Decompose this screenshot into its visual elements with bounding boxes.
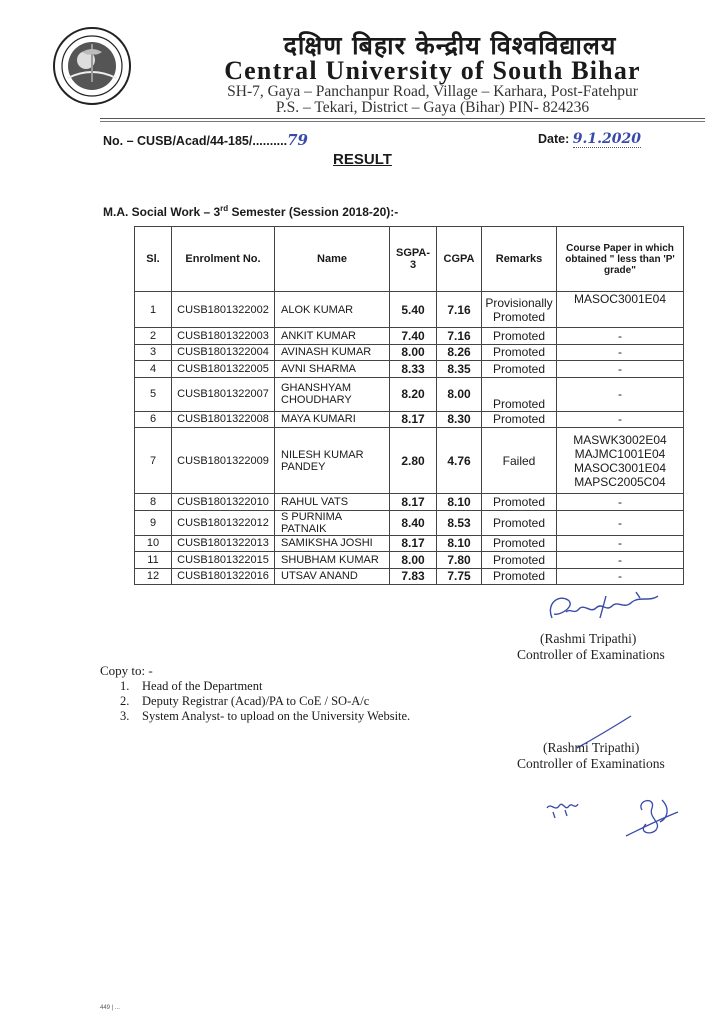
table-row — [135, 552, 684, 569]
cell-name: ANKIT KUMAR — [275, 328, 390, 345]
table-row — [135, 328, 684, 345]
university-name-hindi: दक्षिण बिहार केन्द्रीय विश्वविद्यालय — [283, 31, 617, 60]
cell-course-paper: MASOC3001E04 — [557, 292, 684, 328]
cell-sl: 11 — [135, 552, 172, 569]
signatory-designation-2: Controller of Examinations — [517, 756, 665, 771]
cell-enrolment: CUSB1801322012 — [172, 510, 275, 535]
cell-enrolment: CUSB1801322005 — [172, 361, 275, 378]
result-table-body — [135, 292, 684, 585]
cell-name: S PURNIMA PATNAIK — [275, 510, 390, 535]
cell-enrolment: CUSB1801322002 — [172, 292, 275, 328]
reference-number — [103, 131, 308, 149]
cell-name: NILESH KUMAR PANDEY — [275, 428, 390, 494]
cell-sgpa: 5.40 — [390, 292, 437, 328]
cell-sl: 9 — [135, 510, 172, 535]
cell-sl: 8 — [135, 494, 172, 511]
cell-remarks: Promoted — [482, 411, 557, 428]
reference-label: No. – CUSB/Acad/44-185/.......... — [103, 134, 288, 148]
signatory-designation: Controller of Examinations — [517, 647, 665, 662]
cell-course-paper: - — [557, 535, 684, 552]
cell-course-paper: - — [557, 328, 684, 345]
cell-name: MAYA KUMARI — [275, 411, 390, 428]
header-course-paper: Course Paper in which obtained " less than 'P' grade" — [557, 227, 684, 292]
cell-sgpa: 7.83 — [390, 568, 437, 585]
cell-cgpa: 8.30 — [437, 411, 482, 428]
cell-name: SHUBHAM KUMAR — [275, 552, 390, 569]
cell-sl: 6 — [135, 411, 172, 428]
cell-cgpa: 8.35 — [437, 361, 482, 378]
page-footer: 449 | ... — [100, 1005, 120, 1011]
cell-enrolment: CUSB1801322003 — [172, 328, 275, 345]
reference-handwritten: 79 — [287, 131, 308, 149]
cell-remarks: Promoted — [482, 494, 557, 511]
programme-superscript: rd — [220, 204, 229, 213]
cell-sl: 1 — [135, 292, 172, 328]
cell-cgpa: 4.76 — [437, 428, 482, 494]
table-row — [135, 344, 684, 361]
cell-course-paper: - — [557, 568, 684, 585]
cell-course-paper: - — [557, 344, 684, 361]
cell-sgpa: 8.20 — [390, 377, 437, 411]
signature-image — [540, 588, 680, 628]
header-enrolment: Enrolment No. — [172, 227, 275, 292]
cell-sgpa: 8.17 — [390, 535, 437, 552]
initials-image — [545, 798, 580, 820]
cell-course-paper: - — [557, 411, 684, 428]
cell-sgpa: 2.80 — [390, 428, 437, 494]
cell-course-paper: - — [557, 510, 684, 535]
cell-sl: 12 — [135, 568, 172, 585]
cell-enrolment: CUSB1801322013 — [172, 535, 275, 552]
header-divider — [100, 118, 705, 119]
copy-to-label: Copy to: - — [100, 663, 153, 678]
cell-remarks: Promoted — [482, 377, 557, 411]
address-line-2: P.S. – Tekari, District – Gaya (Bihar) PIN- 824236 — [275, 99, 590, 116]
cell-name: SAMIKSHA JOSHI — [275, 535, 390, 552]
copy-to-item: 2. Deputy Registrar (Acad)/PA to CoE / SO-A/c — [120, 694, 370, 708]
copy-to-list — [120, 679, 410, 724]
table-row — [135, 494, 684, 511]
initials-image-2 — [622, 790, 682, 838]
date-label: Date: — [538, 132, 570, 146]
cell-sl: 3 — [135, 344, 172, 361]
cell-cgpa: 7.80 — [437, 552, 482, 569]
cell-sl: 7 — [135, 428, 172, 494]
page-title: RESULT — [333, 151, 392, 168]
date-handwritten: 9.1.2020 — [572, 131, 641, 147]
table-row — [135, 568, 684, 585]
cell-name: UTSAV ANAND — [275, 568, 390, 585]
cell-remarks: Promoted — [482, 510, 557, 535]
cell-course-paper: - — [557, 494, 684, 511]
table-row — [135, 377, 684, 411]
result-table-header — [135, 227, 684, 292]
cell-name: AVNI SHARMA — [275, 361, 390, 378]
cell-name: RAHUL VATS — [275, 494, 390, 511]
programme-suffix: Semester (Session 2018-20):- — [228, 205, 399, 219]
cell-cgpa: 8.10 — [437, 494, 482, 511]
cell-cgpa: 8.53 — [437, 510, 482, 535]
cell-enrolment: CUSB1801322008 — [172, 411, 275, 428]
cell-remarks: Promoted — [482, 361, 557, 378]
cell-remarks: Promoted — [482, 328, 557, 345]
cell-name: ALOK KUMAR — [275, 292, 390, 328]
table-row — [135, 428, 684, 494]
cell-sl: 10 — [135, 535, 172, 552]
cell-enrolment: CUSB1801322004 — [172, 344, 275, 361]
cell-course-paper: - — [557, 552, 684, 569]
cell-enrolment: CUSB1801322009 — [172, 428, 275, 494]
cell-name: GHANSHYAM CHOUDHARY — [275, 377, 390, 411]
cell-cgpa: 8.00 — [437, 377, 482, 411]
header-divider-secondary — [100, 121, 705, 122]
cell-course-paper: MASWK3002E04 MAJMC1001E04 MASOC3001E04 MAPSC2005C04 — [557, 428, 684, 494]
cell-enrolment: CUSB1801322015 — [172, 552, 275, 569]
cell-sgpa: 8.17 — [390, 411, 437, 428]
table-row — [135, 411, 684, 428]
cell-course-paper: - — [557, 377, 684, 411]
table-row — [135, 510, 684, 535]
header-name: Name — [275, 227, 390, 292]
header-cgpa: CGPA — [437, 227, 482, 292]
table-row — [135, 361, 684, 378]
cell-enrolment: CUSB1801322007 — [172, 377, 275, 411]
cell-sl: 2 — [135, 328, 172, 345]
table-row — [135, 292, 684, 328]
cell-cgpa: 8.10 — [437, 535, 482, 552]
cell-cgpa: 7.75 — [437, 568, 482, 585]
university-seal-icon — [52, 26, 132, 106]
letter-date — [538, 131, 641, 147]
table-row — [135, 535, 684, 552]
cell-sgpa: 7.40 — [390, 328, 437, 345]
university-name: Central University of South Bihar — [224, 56, 641, 85]
cell-sgpa: 8.40 — [390, 510, 437, 535]
cell-remarks: Promoted — [482, 568, 557, 585]
header-sl: Sl. — [135, 227, 172, 292]
cell-cgpa: 8.26 — [437, 344, 482, 361]
cell-remarks: Failed — [482, 428, 557, 494]
cell-enrolment: CUSB1801322010 — [172, 494, 275, 511]
cell-cgpa: 7.16 — [437, 292, 482, 328]
header-remarks: Remarks — [482, 227, 557, 292]
cell-remarks: Provisionally Promoted — [482, 292, 557, 328]
copy-to-item: 1. Head of the Department — [120, 679, 263, 693]
cell-enrolment: CUSB1801322016 — [172, 568, 275, 585]
signatory-name-2: (Rashmi Tripathi) — [543, 740, 640, 755]
cell-sgpa: 8.33 — [390, 361, 437, 378]
cell-name: AVINASH KUMAR — [275, 344, 390, 361]
cell-sl: 5 — [135, 377, 172, 411]
result-table — [134, 226, 684, 585]
cell-sgpa: 8.00 — [390, 552, 437, 569]
programme-heading — [103, 204, 398, 219]
cell-sgpa: 8.17 — [390, 494, 437, 511]
cell-remarks: Promoted — [482, 344, 557, 361]
cell-remarks: Promoted — [482, 552, 557, 569]
address-line-1: SH-7, Gaya – Panchanpur Road, Village – Karhara, Post-Fatehpur — [227, 83, 638, 100]
signatory-name: (Rashmi Tripathi) — [540, 631, 637, 646]
cell-sgpa: 8.00 — [390, 344, 437, 361]
copy-to-item: 3. System Analyst- to upload on the University Website. — [120, 709, 411, 723]
cell-cgpa: 7.16 — [437, 328, 482, 345]
cell-remarks: Promoted — [482, 535, 557, 552]
header-sgpa: SGPA-3 — [390, 227, 437, 292]
cell-course-paper: - — [557, 361, 684, 378]
cell-sl: 4 — [135, 361, 172, 378]
programme-prefix: M.A. Social Work – 3 — [103, 205, 221, 219]
